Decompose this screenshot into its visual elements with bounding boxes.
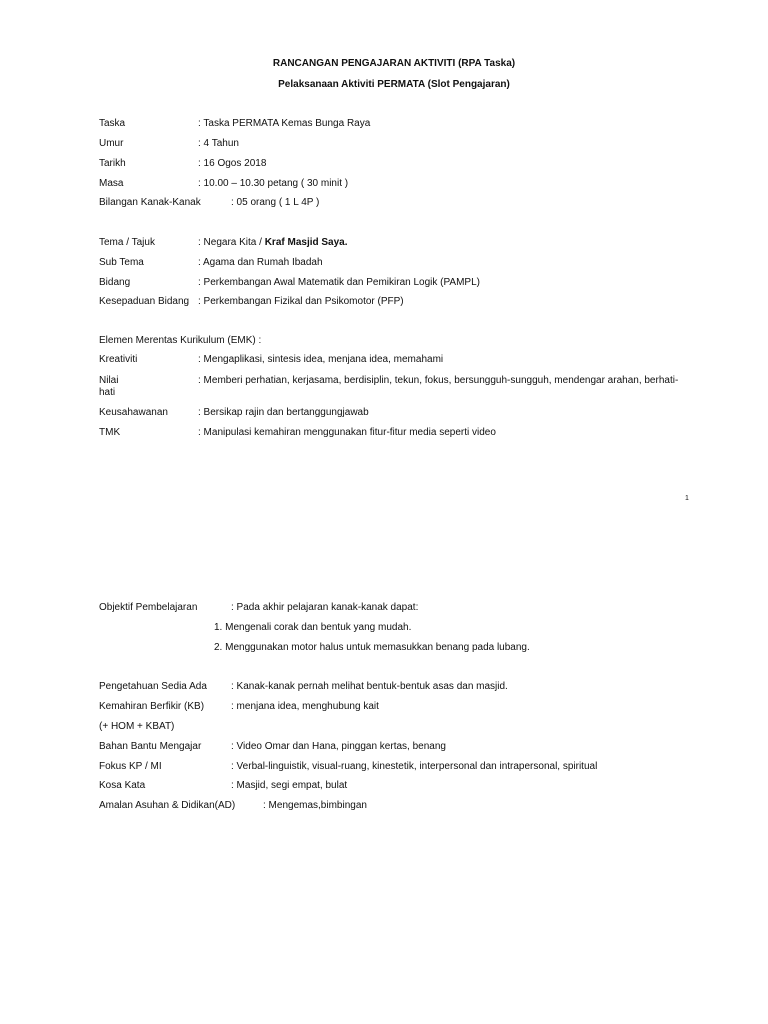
info-value-masa: : 10.00 – 10.30 petang ( 30 minit ) <box>198 178 349 189</box>
objektif-label: Objektif Pembelajaran <box>99 602 198 613</box>
emk-heading: Elemen Merentas Kurikulum (EMK) : <box>99 335 262 346</box>
keusahawanan-value: : Bersikap rajin dan bertanggungjawab <box>198 407 369 418</box>
objektif-item-1: 1. Mengenali corak dan bentuk yang mudah. <box>214 622 412 633</box>
kesepaduan-label: Kesepaduan Bidang <box>99 296 190 307</box>
subtema-value: : Agama dan Rumah Ibadah <box>198 257 323 268</box>
fokus-value: : Verbal-linguistik, visual-ruang, kinestetik, interpersonal dan intrapersonal, spiritual <box>231 761 598 772</box>
info-label-umur: Umur <box>99 138 124 149</box>
kemahiran-value: : menjana idea, menghubung kait <box>231 701 379 712</box>
tema-title-bold: Kraf Masjid Saya. <box>264 237 348 248</box>
nilai-value: : Memberi perhatian, kerjasama, berdisiplin, tekun, fokus, bersungguh-sungguh, mendengar arahan, berhati- <box>198 375 679 386</box>
page-number: 1 <box>685 495 689 502</box>
amalan-label: Amalan Asuhan & Didikan(AD) <box>99 800 236 811</box>
keusahawanan-label: Keusahawanan <box>99 407 168 418</box>
info-value-bilangan: : 05 orang ( 1 L 4P ) <box>231 197 320 208</box>
nilai-label: Nilai <box>99 375 119 386</box>
bbm-value: : Video Omar dan Hana, pinggan kertas, benang <box>231 741 446 752</box>
objektif-value: : Pada akhir pelajaran kanak-kanak dapat: <box>231 602 419 613</box>
tema-value <box>198 237 348 249</box>
kemahiran-label: Kemahiran Berfikir (KB) <box>99 701 205 712</box>
bbm-label: Bahan Bantu Mengajar <box>99 741 202 752</box>
pengetahuan-label: Pengetahuan Sedia Ada <box>99 681 207 692</box>
info-label-masa: Masa <box>99 178 124 189</box>
kosa-kata-label: Kosa Kata <box>99 780 146 791</box>
fokus-label: Fokus KP / MI <box>99 761 162 772</box>
info-value-tarikh: : 16 Ogos 2018 <box>198 158 267 169</box>
info-value-taska: : Taska PERMATA Kemas Bunga Raya <box>198 118 371 129</box>
nilai-label-continued: hati <box>99 387 116 398</box>
tmk-label: TMK <box>99 427 121 438</box>
info-label-bilangan: Bilangan Kanak-Kanak <box>99 197 201 208</box>
objektif-item-2: 2. Menggunakan motor halus untuk memasukkan benang pada lubang. <box>214 642 530 653</box>
document-title: RANCANGAN PENGAJARAN AKTIVITI (RPA Taska) <box>272 58 516 69</box>
info-label-tarikh: Tarikh <box>99 158 126 169</box>
kreativiti-label: Kreativiti <box>99 354 138 365</box>
kosa-kata-value: : Masjid, segi empat, bulat <box>231 780 348 791</box>
subtema-label: Sub Tema <box>99 257 144 268</box>
document-subtitle: Pelaksanaan Aktiviti PERMATA (Slot Pengajaran) <box>278 79 510 90</box>
bidang-value: : Perkembangan Awal Matematik dan Pemikiran Logik (PAMPL) <box>198 277 480 288</box>
hom-kbat-label: (+ HOM + KBAT) <box>99 721 175 732</box>
tema-label: Tema / Tajuk <box>99 237 155 248</box>
tmk-value: : Manipulasi kemahiran menggunakan fitur-fitur media seperti video <box>198 427 496 438</box>
kesepaduan-value: : Perkembangan Fizikal dan Psikomotor (PFP) <box>198 296 404 307</box>
pengetahuan-value: : Kanak-kanak pernah melihat bentuk-bentuk asas dan masjid. <box>231 681 508 692</box>
bidang-label: Bidang <box>99 277 131 288</box>
tema-prefix: : Negara Kita / <box>198 237 265 248</box>
kreativiti-value: : Mengaplikasi, sintesis idea, menjana idea, memahami <box>198 354 444 365</box>
info-label-taska: Taska <box>99 118 126 129</box>
amalan-value: : Mengemas,bimbingan <box>263 800 367 811</box>
info-value-umur: : 4 Tahun <box>198 138 239 149</box>
